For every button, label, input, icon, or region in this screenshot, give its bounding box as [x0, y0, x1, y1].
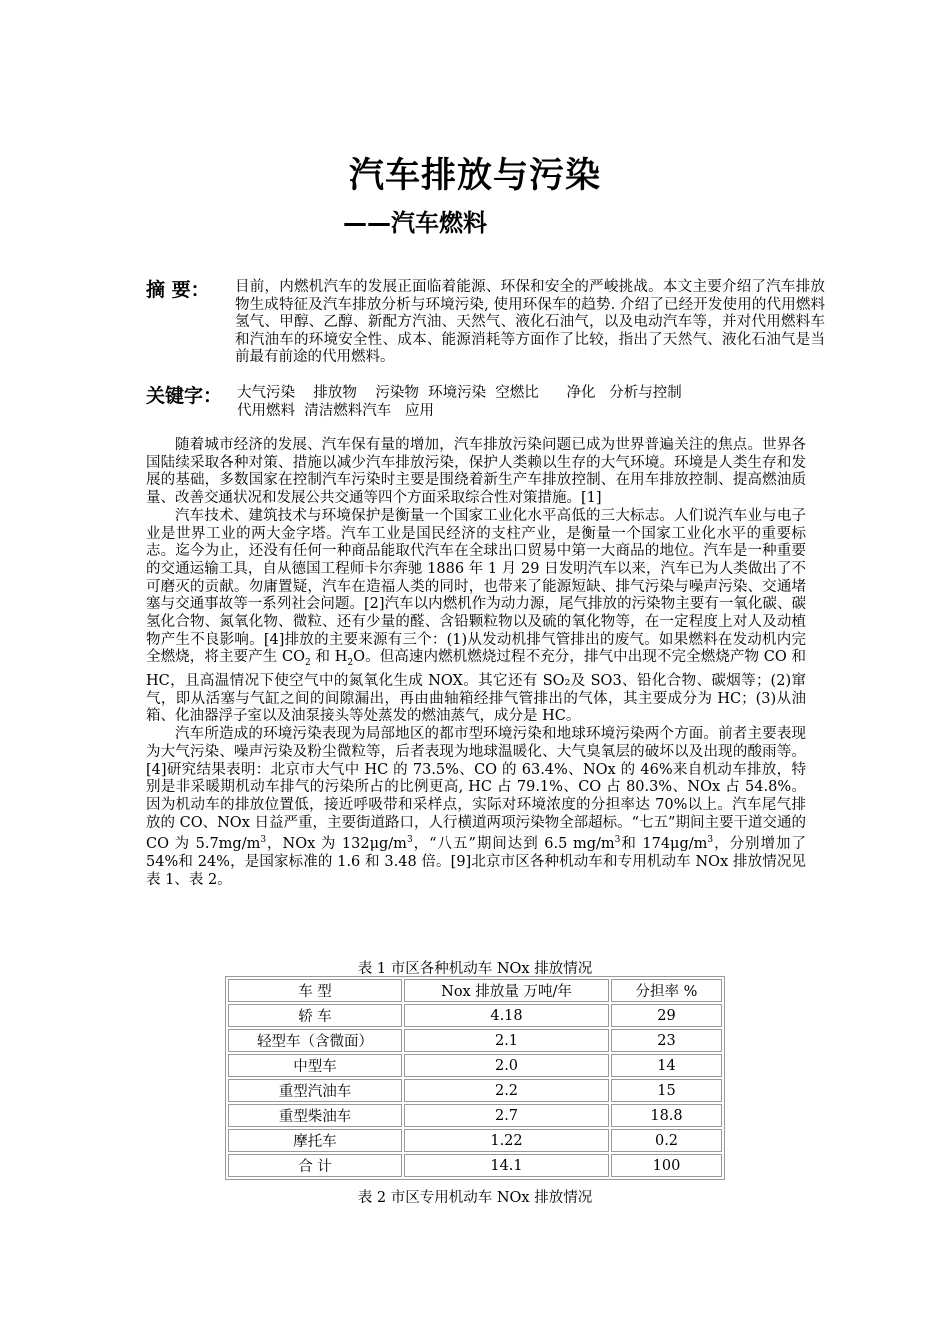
keywords-label: 关键字： — [146, 385, 223, 407]
table-cell: 18.8 — [611, 1104, 722, 1127]
table-header-row — [228, 979, 722, 1002]
table-cell: 14 — [611, 1054, 722, 1077]
keywords-line-1: 大气污染 排放物 污染物 环境污染 空燃比 净化 分析与控制 — [237, 385, 682, 401]
table-cell: 100 — [611, 1154, 722, 1177]
table-row — [228, 1054, 722, 1077]
table-cell: 轻型车（含微面） — [228, 1029, 402, 1052]
table-cell: 合 计 — [228, 1154, 402, 1177]
paragraph-3-part-b: ，NOx 为 132μg/m — [266, 836, 407, 853]
table-cell: 4.18 — [404, 1004, 609, 1027]
table-cell: 2.0 — [404, 1054, 609, 1077]
table-header-cell: Nox 排放量 万吨/年 — [404, 979, 609, 1002]
table-cell: 23 — [611, 1029, 722, 1052]
paragraph-2 — [146, 508, 806, 726]
paragraph-3-part-c: ，“八五”期间达到 6.5 mg/m — [412, 836, 615, 853]
paragraph-2-part-b: 和 H — [310, 649, 348, 666]
table-row — [228, 1129, 722, 1152]
table-cell: 2.2 — [404, 1079, 609, 1102]
table-1 — [225, 976, 725, 1180]
paragraph-3 — [146, 726, 806, 889]
table-cell: 15 — [611, 1079, 722, 1102]
table-cell: 29 — [611, 1004, 722, 1027]
table-cell: 2.7 — [404, 1104, 609, 1127]
abstract-text: 目前，内燃机汽车的发展正面临着能源、环保和安全的严峻挑战。本文主要介绍了汽车排放物生成特征及汽车排放分析与环境污染, 使用环保车的趋势. 介绍了已经开发使用的代用燃料氢气、甲醇、乙醇、新配方汽油、天然气、液化石油气，以及电动汽车等，并对代用燃料车和汽油车的环境安全性、成本、能源消耗等方面作了比较，指出了天然气、液化石油气是当前最有前途的代用燃料。 — [235, 279, 825, 366]
keywords-line-2: 代用燃料 清洁燃料汽车 应用 — [237, 402, 435, 419]
page-subtitle: ——汽车燃料 — [343, 209, 487, 237]
subscript: 2 — [347, 658, 354, 669]
paragraph-3-part-a: 汽车所造成的环境污染表现为局部地区的都市型环境污染和地球环境污染两个方面。前者主要表现为大气污染、噪声污染及粉尘微粒等，后者表现为地球温暖化、大气臭氧层的破坏以及出现的酸雨等。[4]研究结果表明：北京市大气中 HC 的 73.5%、CO 的 63.4%、NOx 的 46%来自机动车排放，特别是非采暖期机动车排气的污染所占的比例更高, HC 占 79.1%、CO 占 80.3%、NOx 占 54.8%。因为机动车的排放位置低，接近呼吸带和采样点，实际对环境浓度的分担率达 70%以上。汽车尾气排放的 CO、NOx 日益严重，主要街道路口，人行横道两项污染物全部超标。“七五”期间主要干道交通的 CO 为 5.7mg/m — [146, 726, 806, 853]
table-cell: 14.1 — [404, 1154, 609, 1177]
superscript: 3 — [260, 835, 267, 846]
page-title: 汽车排放与污染 — [348, 156, 601, 196]
paragraph-3-part-d: 和 174μg/m — [620, 836, 708, 853]
table-cell: 1.22 — [404, 1129, 609, 1152]
table-2-caption: 表 2 市区专用机动车 NOx 排放情况 — [357, 1190, 593, 1206]
table-cell: 重型柴油车 — [228, 1104, 402, 1127]
table-row — [228, 1079, 722, 1102]
superscript: 3 — [614, 835, 621, 846]
table-row — [228, 1104, 722, 1127]
table-cell: 0.2 — [611, 1129, 722, 1152]
table-row — [228, 1004, 722, 1027]
table-cell: 重型汽油车 — [228, 1079, 402, 1102]
superscript: 3 — [406, 835, 413, 846]
body-text — [146, 437, 806, 889]
paragraph-3-part-e: ，分别增加了 54%和 24%，是国家标准的 1.6 和 3.48 倍。[9]北京市区各种机动车和专用机动车 NOx 排放情况见表 1、表 2。 — [146, 836, 806, 888]
table-cell: 2.1 — [404, 1029, 609, 1052]
paragraph-1: 随着城市经济的发展、汽车保有量的增加，汽车排放污染问题已成为世界普遍关注的焦点。世界各国陆续采取各种对策、措施以减少汽车排放污染，保护人类赖以生存的大气环境。环境是人类生存和发展的基础，多数国家在控制汽车污染时主要是围绕着新生产车排放控制、在用车排放控制、提高燃油质量、改善交通状况和发展公共交通等四个方面采取综合性对策措施。[1] — [146, 437, 806, 507]
subscript: 2 — [305, 658, 311, 669]
table-cell: 摩托车 — [228, 1129, 402, 1152]
abstract-label: 摘 要： — [146, 279, 210, 301]
table-total-row — [228, 1154, 722, 1177]
table-header-cell: 分担率 % — [611, 979, 722, 1002]
table-header-cell: 车 型 — [228, 979, 402, 1002]
table-cell: 轿 车 — [228, 1004, 402, 1027]
paragraph-2-part-c: O。但高速内燃机燃烧过程不充分，排气中出现不完全燃烧产物 CO 和 HC，且高温情况下使空气中的氮氧化生成 NOX。其它还有 SO₂及 SO3、铅化合物、碳烟等；(2)窜气，即从活塞与气缸之间的间隙漏出，再由曲轴箱经排气管排出的气体，其主要成分为 HC；(3)从油箱、化油器浮子室以及油泵接头等处蒸发的燃油蒸气，成分是 HC。 — [146, 649, 806, 725]
table-1-caption: 表 1 市区各种机动车 NOx 排放情况 — [357, 961, 593, 977]
paragraph-2-part-a: 汽车技术、建筑技术与环境保护是衡量一个国家工业化水平高低的三大标志。人们说汽车业与电子业是世界工业的两大金字塔。汽车工业是国民经济的支柱产业，是衡量一个国家工业化水平的重要标志。迄今为止，还没有任何一种商品能取代汽车在全球出口贸易中第一大商品的地位。汽车是一种重要的交通运输工具，自从德国工程师卡尔奔驰 1886 年 1 月 29 日发明汽车以来，汽车已为人类做出了不可磨灭的贡献。勿庸置疑，汽车在造福人类的同时，也带来了能源短缺、排气污染与噪声污染、交通堵塞与交通事故等一系列社会问题。[2]汽车以内燃机作为动力源，尾气排放的污染物主要有一氧化碳、碳氢化合物、氮氧化物、微粒、还有少量的醛、含铅颗粒物以及硫的氧化物等，在一定程度上对人及动植物产生不良影响。[4]排放的主要来源有三个：(1)从发动机排气管排出的废气。如果燃料在发动机内完全燃烧，将主要产生 CO — [146, 507, 806, 666]
keywords-list — [237, 385, 797, 420]
table-row — [228, 1029, 722, 1052]
superscript: 3 — [707, 835, 714, 846]
table-cell: 中型车 — [228, 1054, 402, 1077]
